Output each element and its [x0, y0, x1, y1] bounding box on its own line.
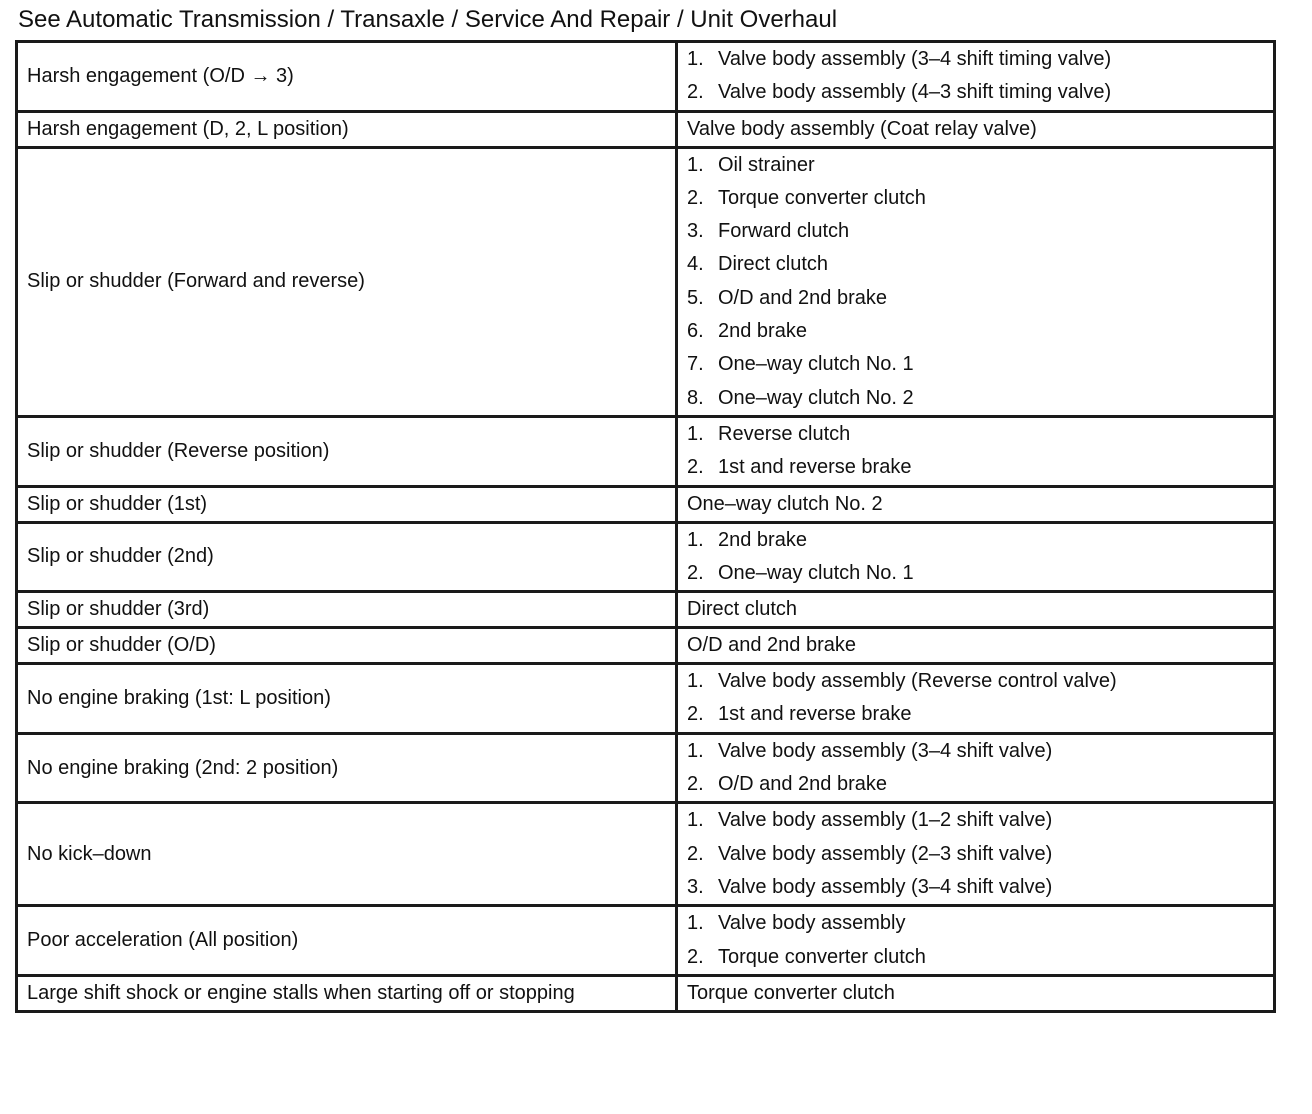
- symptom-cell: Harsh engagement (D, 2, L position): [17, 111, 677, 147]
- list-number: 3.: [687, 875, 704, 898]
- inspection-item: One–way clutch No. 1: [718, 353, 914, 376]
- inspection-list-item: [687, 418, 1264, 451]
- inspection-item: Reverse clutch: [718, 422, 851, 445]
- symptom-cell: Poor acceleration (All position): [17, 906, 677, 976]
- inspection-item: Valve body assembly (Reverse control valve): [718, 670, 1117, 693]
- symptom-cell: Slip or shudder (2nd): [17, 522, 677, 592]
- list-number: 1.: [687, 809, 704, 832]
- inspection-list-item: [687, 524, 1264, 557]
- diagnosis-table-body: [17, 42, 1275, 1012]
- inspection-item: Oil strainer: [718, 153, 815, 176]
- inspection-item: Valve body assembly (2–3 shift valve): [718, 842, 1053, 865]
- table-row: [17, 628, 1275, 664]
- inspection-item: Torque converter clutch: [687, 981, 895, 1004]
- list-number: 6.: [687, 320, 704, 343]
- page-title: See Automatic Transmission / Transaxle / Service And Repair / Unit Overhaul: [18, 6, 838, 33]
- diagnosis-table: [15, 40, 1276, 1013]
- symptom-cell: Slip or shudder (Reverse position): [17, 416, 677, 486]
- inspection-item: Valve body assembly (1–2 shift valve): [718, 809, 1053, 832]
- inspection-item: Direct clutch: [687, 598, 798, 621]
- inspection-list-item: [687, 315, 1264, 348]
- symptom-cell: No engine braking (2nd: 2 position): [17, 733, 677, 803]
- table-row: [17, 486, 1275, 522]
- inspection-list-item: [687, 248, 1264, 281]
- inspection-item: Valve body assembly (4–3 shift timing valve): [718, 81, 1112, 104]
- inspection-cell: [677, 803, 1275, 906]
- table-row: [17, 42, 1275, 112]
- inspection-list-item: [687, 382, 1264, 415]
- inspection-cell: [677, 111, 1275, 147]
- inspection-item: Forward clutch: [718, 220, 850, 243]
- symptom-cell: Slip or shudder (3rd): [17, 592, 677, 628]
- inspection-list-item: [687, 665, 1264, 698]
- list-number: 1.: [687, 422, 704, 445]
- table-row: [17, 522, 1275, 592]
- symptom-cell: Harsh engagement (O/D → 3): [17, 42, 677, 112]
- inspection-cell: [677, 628, 1275, 664]
- inspection-list-item: [687, 182, 1264, 215]
- table-row: [17, 147, 1275, 416]
- symptom-cell: Large shift shock or engine stalls when starting off or stopping: [17, 975, 677, 1011]
- list-number: 4.: [687, 253, 704, 276]
- inspection-list: [687, 665, 1264, 732]
- inspection-item: Torque converter clutch: [718, 186, 926, 209]
- inspection-list: [687, 43, 1264, 110]
- list-number: 1.: [687, 670, 704, 693]
- list-number: 2.: [687, 456, 704, 479]
- inspection-cell: [677, 906, 1275, 976]
- inspection-list-item: [687, 698, 1264, 731]
- inspection-cell: [677, 664, 1275, 734]
- inspection-list-item: [687, 804, 1264, 837]
- inspection-list-item: [687, 348, 1264, 381]
- inspection-list-item: [687, 907, 1264, 940]
- list-number: 3.: [687, 220, 704, 243]
- list-number: 2.: [687, 945, 704, 968]
- inspection-list: [687, 149, 1264, 415]
- symptom-cell: No kick–down: [17, 803, 677, 906]
- table-row: [17, 111, 1275, 147]
- inspection-cell: [677, 42, 1275, 112]
- list-number: 2.: [687, 773, 704, 796]
- inspection-item: One–way clutch No. 2: [718, 386, 914, 409]
- table-row: [17, 975, 1275, 1011]
- inspection-list-item: [687, 76, 1264, 109]
- list-number: 2.: [687, 561, 704, 584]
- inspection-list-item: [687, 735, 1264, 768]
- inspection-item: 1st and reverse brake: [718, 456, 912, 479]
- symptom-cell: Slip or shudder (1st): [17, 486, 677, 522]
- inspection-cell: [677, 416, 1275, 486]
- inspection-item: Valve body assembly (3–4 shift timing valve): [718, 48, 1112, 70]
- inspection-item: Valve body assembly (3–4 shift valve): [718, 739, 1053, 762]
- inspection-list: [687, 907, 1264, 974]
- symptom-cell: Slip or shudder (O/D): [17, 628, 677, 664]
- inspection-list: [687, 418, 1264, 485]
- list-number: 1.: [687, 739, 704, 762]
- list-number: 7.: [687, 353, 704, 376]
- inspection-item: 2nd brake: [718, 528, 807, 551]
- inspection-list-item: [687, 215, 1264, 248]
- table-row: [17, 416, 1275, 486]
- inspection-list-item: [687, 149, 1264, 182]
- symptom-cell: No engine braking (1st: L position): [17, 664, 677, 734]
- inspection-cell: [677, 733, 1275, 803]
- list-number: 8.: [687, 386, 704, 409]
- inspection-list: [687, 524, 1264, 591]
- inspection-item: Direct clutch: [718, 253, 829, 276]
- inspection-item: One–way clutch No. 1: [718, 561, 914, 584]
- table-row: [17, 906, 1275, 976]
- inspection-item: O/D and 2nd brake: [687, 634, 856, 657]
- inspection-cell: [677, 486, 1275, 522]
- list-number: 5.: [687, 286, 704, 309]
- inspection-list-item: [687, 451, 1264, 484]
- inspection-item: Valve body assembly: [718, 912, 906, 935]
- inspection-list-item: [687, 282, 1264, 315]
- list-number: 1.: [687, 528, 704, 551]
- list-number: 1.: [687, 48, 704, 70]
- table-row: [17, 733, 1275, 803]
- inspection-list-item: [687, 43, 1264, 76]
- inspection-item: Torque converter clutch: [718, 945, 926, 968]
- inspection-item: 2nd brake: [718, 320, 807, 343]
- inspection-list: [687, 804, 1264, 904]
- inspection-item: O/D and 2nd brake: [718, 286, 887, 309]
- list-number: 1.: [687, 912, 704, 935]
- inspection-cell: [677, 522, 1275, 592]
- list-number: 2.: [687, 186, 704, 209]
- table-row: [17, 803, 1275, 906]
- table-row: [17, 592, 1275, 628]
- inspection-list-item: [687, 557, 1264, 590]
- inspection-list-item: [687, 838, 1264, 871]
- list-number: 2.: [687, 703, 704, 726]
- inspection-cell: [677, 975, 1275, 1011]
- table-row: [17, 664, 1275, 734]
- inspection-cell: [677, 147, 1275, 416]
- inspection-item: Valve body assembly (Coat relay valve): [687, 117, 1037, 140]
- inspection-item: Valve body assembly (3–4 shift valve): [718, 875, 1053, 898]
- inspection-list-item: [687, 768, 1264, 801]
- inspection-cell: [677, 592, 1275, 628]
- inspection-list-item: [687, 871, 1264, 904]
- inspection-item: O/D and 2nd brake: [718, 773, 887, 796]
- inspection-list: [687, 735, 1264, 802]
- inspection-item: 1st and reverse brake: [718, 703, 912, 726]
- list-number: 1.: [687, 153, 704, 176]
- list-number: 2.: [687, 81, 704, 104]
- symptom-cell: Slip or shudder (Forward and reverse): [17, 147, 677, 416]
- inspection-item: One–way clutch No. 2: [687, 492, 883, 515]
- list-number: 2.: [687, 842, 704, 865]
- inspection-list-item: [687, 941, 1264, 974]
